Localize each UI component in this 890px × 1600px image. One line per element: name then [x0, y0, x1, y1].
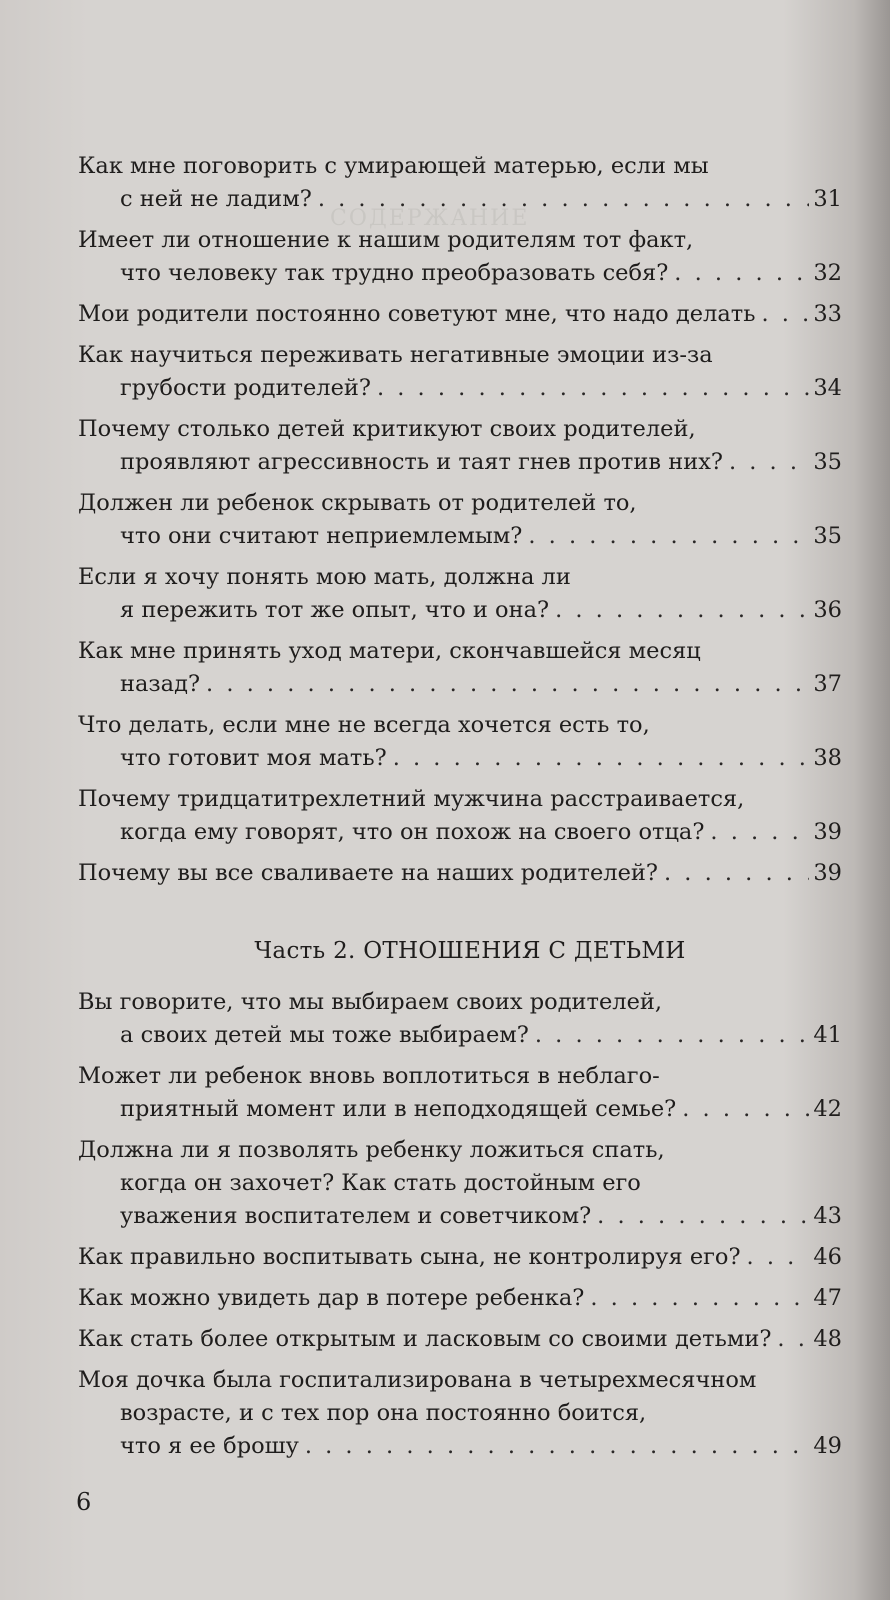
- toc-entry-page: 34: [813, 375, 842, 401]
- toc-entry-line: что человеку так трудно преобразовать себя?: [120, 260, 669, 286]
- toc-entry: [78, 709, 842, 775]
- toc-entry-last-line: [78, 257, 842, 290]
- dot-leader: [377, 372, 809, 405]
- toc-entry-last-line: [78, 1430, 842, 1463]
- toc-entry-last-line: [78, 298, 842, 331]
- toc-entry-last-line: [78, 183, 842, 216]
- toc-entry-last-line: [78, 857, 842, 890]
- toc-entry-line: Как научиться переживать негативные эмоции из-за: [78, 342, 713, 368]
- dot-leader: [761, 298, 809, 331]
- toc-entry-line: с ней не ладим?: [120, 186, 312, 212]
- toc-entry: [78, 1241, 842, 1274]
- toc-entry-page: 47: [813, 1285, 842, 1311]
- toc-entry-last-line: [78, 1019, 842, 1052]
- dot-leader: [528, 520, 809, 553]
- toc-entry-last-line: [78, 742, 842, 775]
- dot-leader: [664, 857, 809, 890]
- toc-entry-page: 39: [813, 860, 842, 886]
- page-number: 6: [76, 1488, 92, 1516]
- toc-entry-page: 46: [813, 1244, 842, 1270]
- table-of-contents: [78, 150, 842, 1471]
- dot-leader: [747, 1241, 810, 1274]
- toc-entry-line: Имеет ли отношение к нашим родителям тот факт,: [78, 227, 694, 253]
- toc-entry-line: назад?: [120, 671, 201, 697]
- toc-entry-page: 38: [813, 745, 842, 771]
- toc-entry: [78, 413, 842, 479]
- toc-entry-last-line: [78, 446, 842, 479]
- dot-leader: [393, 742, 810, 775]
- toc-entry-page: 41: [813, 1022, 842, 1048]
- toc-entry: [78, 561, 842, 627]
- dot-leader: [318, 183, 810, 216]
- toc-entry-page: 32: [813, 260, 842, 286]
- dot-leader: [597, 1200, 809, 1233]
- toc-entry-line: Может ли ребенок вновь воплотиться в неблаго-: [78, 1063, 660, 1089]
- toc-entry: [78, 150, 842, 216]
- toc-entry-line: Как можно увидеть дар в потере ребенка?: [78, 1285, 585, 1311]
- toc-entry-page: 39: [813, 819, 842, 845]
- toc-entry-line: а своих детей мы тоже выбираем?: [120, 1022, 529, 1048]
- toc-entry-page: 49: [813, 1433, 842, 1459]
- toc-entry-page: 33: [813, 301, 842, 327]
- toc-entry-last-line: [78, 668, 842, 701]
- toc-entry: [78, 224, 842, 290]
- toc-entry-last-line: [78, 1241, 842, 1274]
- toc-entry: [78, 1134, 842, 1233]
- toc-entry-line: Вы говорите, что мы выбираем своих родителей,: [78, 989, 663, 1015]
- toc-entry-line: когда ему говорят, что он похож на своего отца?: [120, 819, 705, 845]
- toc-part1-list: [78, 150, 842, 890]
- toc-entry-line: Почему тридцатитрехлетний мужчина расстраивается,: [78, 786, 745, 812]
- dot-leader: [590, 1282, 809, 1315]
- toc-entry-last-line: [78, 520, 842, 553]
- toc-entry-line: когда он захочет? Как стать достойным его: [120, 1170, 641, 1196]
- toc-entry: [78, 1364, 842, 1463]
- toc-entry-line: Должна ли я позволять ребенку ложиться спать,: [78, 1137, 665, 1163]
- toc-entry: [78, 1282, 842, 1315]
- dot-leader: [535, 1019, 810, 1052]
- toc-entry-line: Как мне поговорить с умирающей матерью, если мы: [78, 153, 709, 179]
- show-through-text: СОДЕРЖАНИЕ: [330, 206, 530, 231]
- toc-entry-line: что готовит моя мать?: [120, 745, 387, 771]
- toc-entry-last-line: [78, 1282, 842, 1315]
- toc-part2-list: [78, 986, 842, 1463]
- dot-leader: [682, 1093, 809, 1126]
- toc-entry-line: Почему столько детей критикуют своих родителей,: [78, 416, 696, 442]
- dot-leader: [555, 594, 809, 627]
- toc-entry-last-line: [78, 816, 842, 849]
- section-heading: Часть 2. ОТНОШЕНИЯ С ДЕТЬМИ: [254, 938, 686, 964]
- toc-entry-line: что я ее брошу: [120, 1433, 299, 1459]
- toc-entry: [78, 986, 842, 1052]
- toc-entry-line: Что делать, если мне не всегда хочется есть то,: [78, 712, 650, 738]
- toc-entry: [78, 1323, 842, 1356]
- toc-entry-page: 31: [813, 186, 842, 212]
- toc-entry-page: 42: [813, 1096, 842, 1122]
- toc-entry-page: 35: [813, 523, 842, 549]
- toc-entry-last-line: [78, 1200, 842, 1233]
- toc-entry-page: 35: [813, 449, 842, 475]
- dot-leader: [674, 257, 809, 290]
- toc-entry-line: грубости родителей?: [120, 375, 371, 401]
- toc-entry-line: Как стать более открытым и ласковым со своими детьми?: [78, 1326, 772, 1352]
- toc-entry-line: Если я хочу понять мою мать, должна ли: [78, 564, 571, 590]
- toc-entry-page: 48: [813, 1326, 842, 1352]
- dot-leader: [305, 1430, 810, 1463]
- toc-entry-line: я пережить тот же опыт, что и она?: [120, 597, 550, 623]
- toc-entry: [78, 487, 842, 553]
- toc-entry-line: Моя дочка была госпитализирована в четырехмесячном: [78, 1367, 757, 1393]
- toc-entry-last-line: [78, 1093, 842, 1126]
- dot-leader: [729, 446, 809, 479]
- toc-entry-page: 43: [813, 1203, 842, 1229]
- toc-entry-page: 36: [813, 597, 842, 623]
- toc-entry-page: 37: [813, 671, 842, 697]
- toc-entry: [78, 857, 842, 890]
- toc-entry: [78, 783, 842, 849]
- toc-entry-line: Почему вы все сваливаете на наших родителей?: [78, 860, 658, 886]
- toc-entry-line: что они считают неприемлемым?: [120, 523, 523, 549]
- toc-entry: [78, 298, 842, 331]
- toc-entry-line: возрасте, и с тех пор она постоянно боится,: [120, 1400, 647, 1426]
- toc-entry-line: Как мне принять уход матери, скончавшейся месяц: [78, 638, 701, 664]
- toc-entry: [78, 635, 842, 701]
- toc-entry-line: проявляют агрессивность и таят гнев против них?: [120, 449, 723, 475]
- toc-entry-last-line: [78, 1323, 842, 1356]
- toc-entry-line: уважения воспитателем и советчиком?: [120, 1203, 592, 1229]
- toc-entry: [78, 339, 842, 405]
- toc-entry-last-line: [78, 372, 842, 405]
- toc-entry-last-line: [78, 594, 842, 627]
- toc-entry-line: приятный момент или в неподходящей семье?: [120, 1096, 677, 1122]
- toc-entry-line: Мои родители постоянно советуют мне, что надо делать: [78, 301, 756, 327]
- toc-entry: [78, 1060, 842, 1126]
- toc-entry-line: Должен ли ребенок скрывать от родителей то,: [78, 490, 637, 516]
- dot-leader: [777, 1323, 809, 1356]
- dot-leader: [206, 668, 809, 701]
- dot-leader: [710, 816, 809, 849]
- toc-entry-line: Как правильно воспитывать сына, не контролируя его?: [78, 1244, 741, 1270]
